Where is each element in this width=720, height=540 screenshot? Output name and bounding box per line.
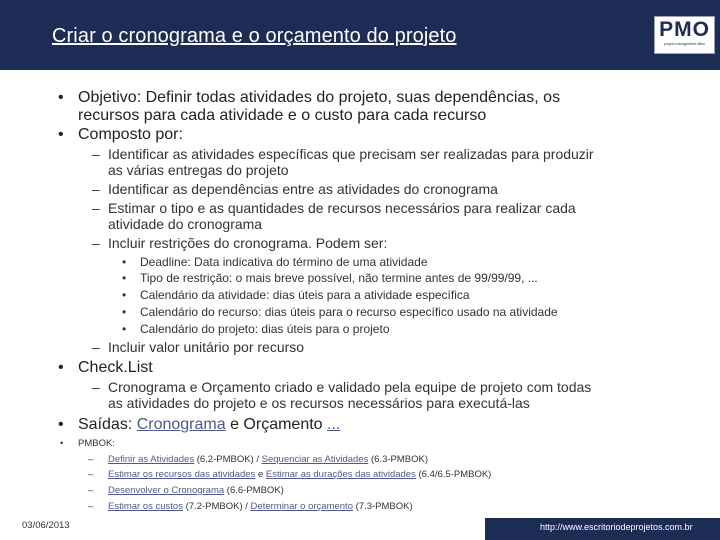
pmbok-item-4-mid: (7.2-PMBOK) / <box>182 501 251 512</box>
saidas-prefix: Saídas: <box>78 416 137 433</box>
sub-item-5: Incluir valor unitário por recurso <box>108 339 305 355</box>
bullet-marker: • <box>122 322 127 336</box>
dash-marker: – <box>88 485 94 496</box>
definir-atividades-link[interactable]: Definir as Atividades <box>108 454 195 465</box>
bullet-marker: • <box>122 255 127 269</box>
pmbok-item-1 <box>108 453 428 466</box>
footer-date: 03/06/2013 <box>22 520 70 531</box>
restriction-resource-calendar: Calendário do recurso: dias úteis para o recurso específico usado na atividade <box>140 305 558 319</box>
dash-marker: – <box>88 501 94 512</box>
pmbok-heading: PMBOK: <box>78 438 115 449</box>
restriction-activity-calendar: Calendário da atividade: dias úteis para a atividade específica <box>140 288 470 302</box>
pmbok-item-3 <box>108 484 284 497</box>
desenvolver-cronograma-link[interactable]: Desenvolver o Cronograma <box>108 485 225 496</box>
footer-url[interactable]: http://www.escritoriodeprojetos.com.br <box>540 522 693 532</box>
objetivo-line-2: recursos para cada atividade e o custo para cada recurso <box>78 107 487 124</box>
pmbok-item-3-end: (6.6-PMBOK) <box>224 485 284 496</box>
sequenciar-atividades-link[interactable]: Sequenciar as Atividades <box>261 454 369 465</box>
estimar-recursos-link[interactable]: Estimar os recursos das atividades <box>108 469 256 480</box>
sub-item-3b: atividade do cronograma <box>108 216 263 232</box>
bullet-marker: • <box>58 126 64 143</box>
logo-text: PMO <box>659 18 710 41</box>
bullet-marker: • <box>122 288 127 302</box>
checklist-item-b: as atividades do projeto e os recursos necessários para executá-las <box>108 395 530 411</box>
bullet-marker: • <box>58 89 64 106</box>
composto-heading: Composto por: <box>78 126 183 143</box>
dash-marker: – <box>92 339 100 355</box>
bullet-marker: • <box>58 359 64 376</box>
dash-marker: – <box>92 200 100 216</box>
bullet-marker: • <box>122 271 127 285</box>
sub-item-1b: as várias entregas do projeto <box>108 162 289 178</box>
pmbok-item-4 <box>108 500 413 513</box>
restriction-project-calendar: Calendário do projeto: dias úteis para o projeto <box>140 322 390 336</box>
dash-marker: – <box>92 181 100 197</box>
dash-marker: – <box>88 469 94 480</box>
sub-item-3a: Estimar o tipo e as quantidades de recursos necessários para realizar cada <box>108 200 576 216</box>
pmbok-item-2-end: (6.4/6.5-PMBOK) <box>415 469 492 480</box>
dash-marker: – <box>88 454 94 465</box>
sub-item-4: Incluir restrições do cronograma. Podem ser: <box>108 235 388 251</box>
estimar-custos-link[interactable]: Estimar os custos <box>108 501 183 512</box>
objetivo-line-1: Objetivo: Definir todas atividades do projeto, suas dependências, os <box>78 89 561 106</box>
saidas-mid: e Orçamento <box>225 416 328 433</box>
pmbok-item-2-mid: e <box>255 469 266 480</box>
dash-marker: – <box>92 235 100 251</box>
bullet-marker: • <box>58 416 64 433</box>
dash-marker: – <box>92 379 100 395</box>
restriction-deadline: Deadline: Data indicativa do término de uma atividade <box>140 255 428 269</box>
restriction-type: Tipo de restrição: o mais breve possível, não termine antes de 99/99/99, ... <box>140 271 538 285</box>
pmbok-item-1-mid: (6.2-PMBOK) / <box>194 454 262 465</box>
dash-marker: – <box>92 146 100 162</box>
bullet-marker: • <box>122 305 127 319</box>
pmbok-item-2 <box>108 468 491 481</box>
pmbok-item-1-end: (6.3-PMBOK) <box>368 454 428 465</box>
checklist-item-a: Cronograma e Orçamento criado e validado pela equipe de projeto com todas <box>108 379 592 395</box>
orcamento-link[interactable]: ... <box>327 416 341 433</box>
page-title: Criar o cronograma e o orçamento do projeto <box>52 25 457 47</box>
sub-item-1a: Identificar as atividades específicas que precisam ser realizadas para produzir <box>108 146 594 162</box>
estimar-duracoes-link[interactable]: Estimar as durações das atividades <box>265 469 416 480</box>
determinar-orcamento-link[interactable]: Determinar o orçamento <box>250 501 353 512</box>
cronograma-link[interactable]: Cronograma <box>136 416 226 433</box>
sub-item-2: Identificar as dependências entre as atividades do cronograma <box>108 181 498 197</box>
pmbok-item-4-end: (7.3-PMBOK) <box>352 501 413 512</box>
bullet-marker: • <box>60 438 64 449</box>
saidas-line <box>78 415 340 434</box>
logo-subtext: project management office <box>663 42 706 46</box>
checklist-heading: Check.List <box>78 359 153 376</box>
